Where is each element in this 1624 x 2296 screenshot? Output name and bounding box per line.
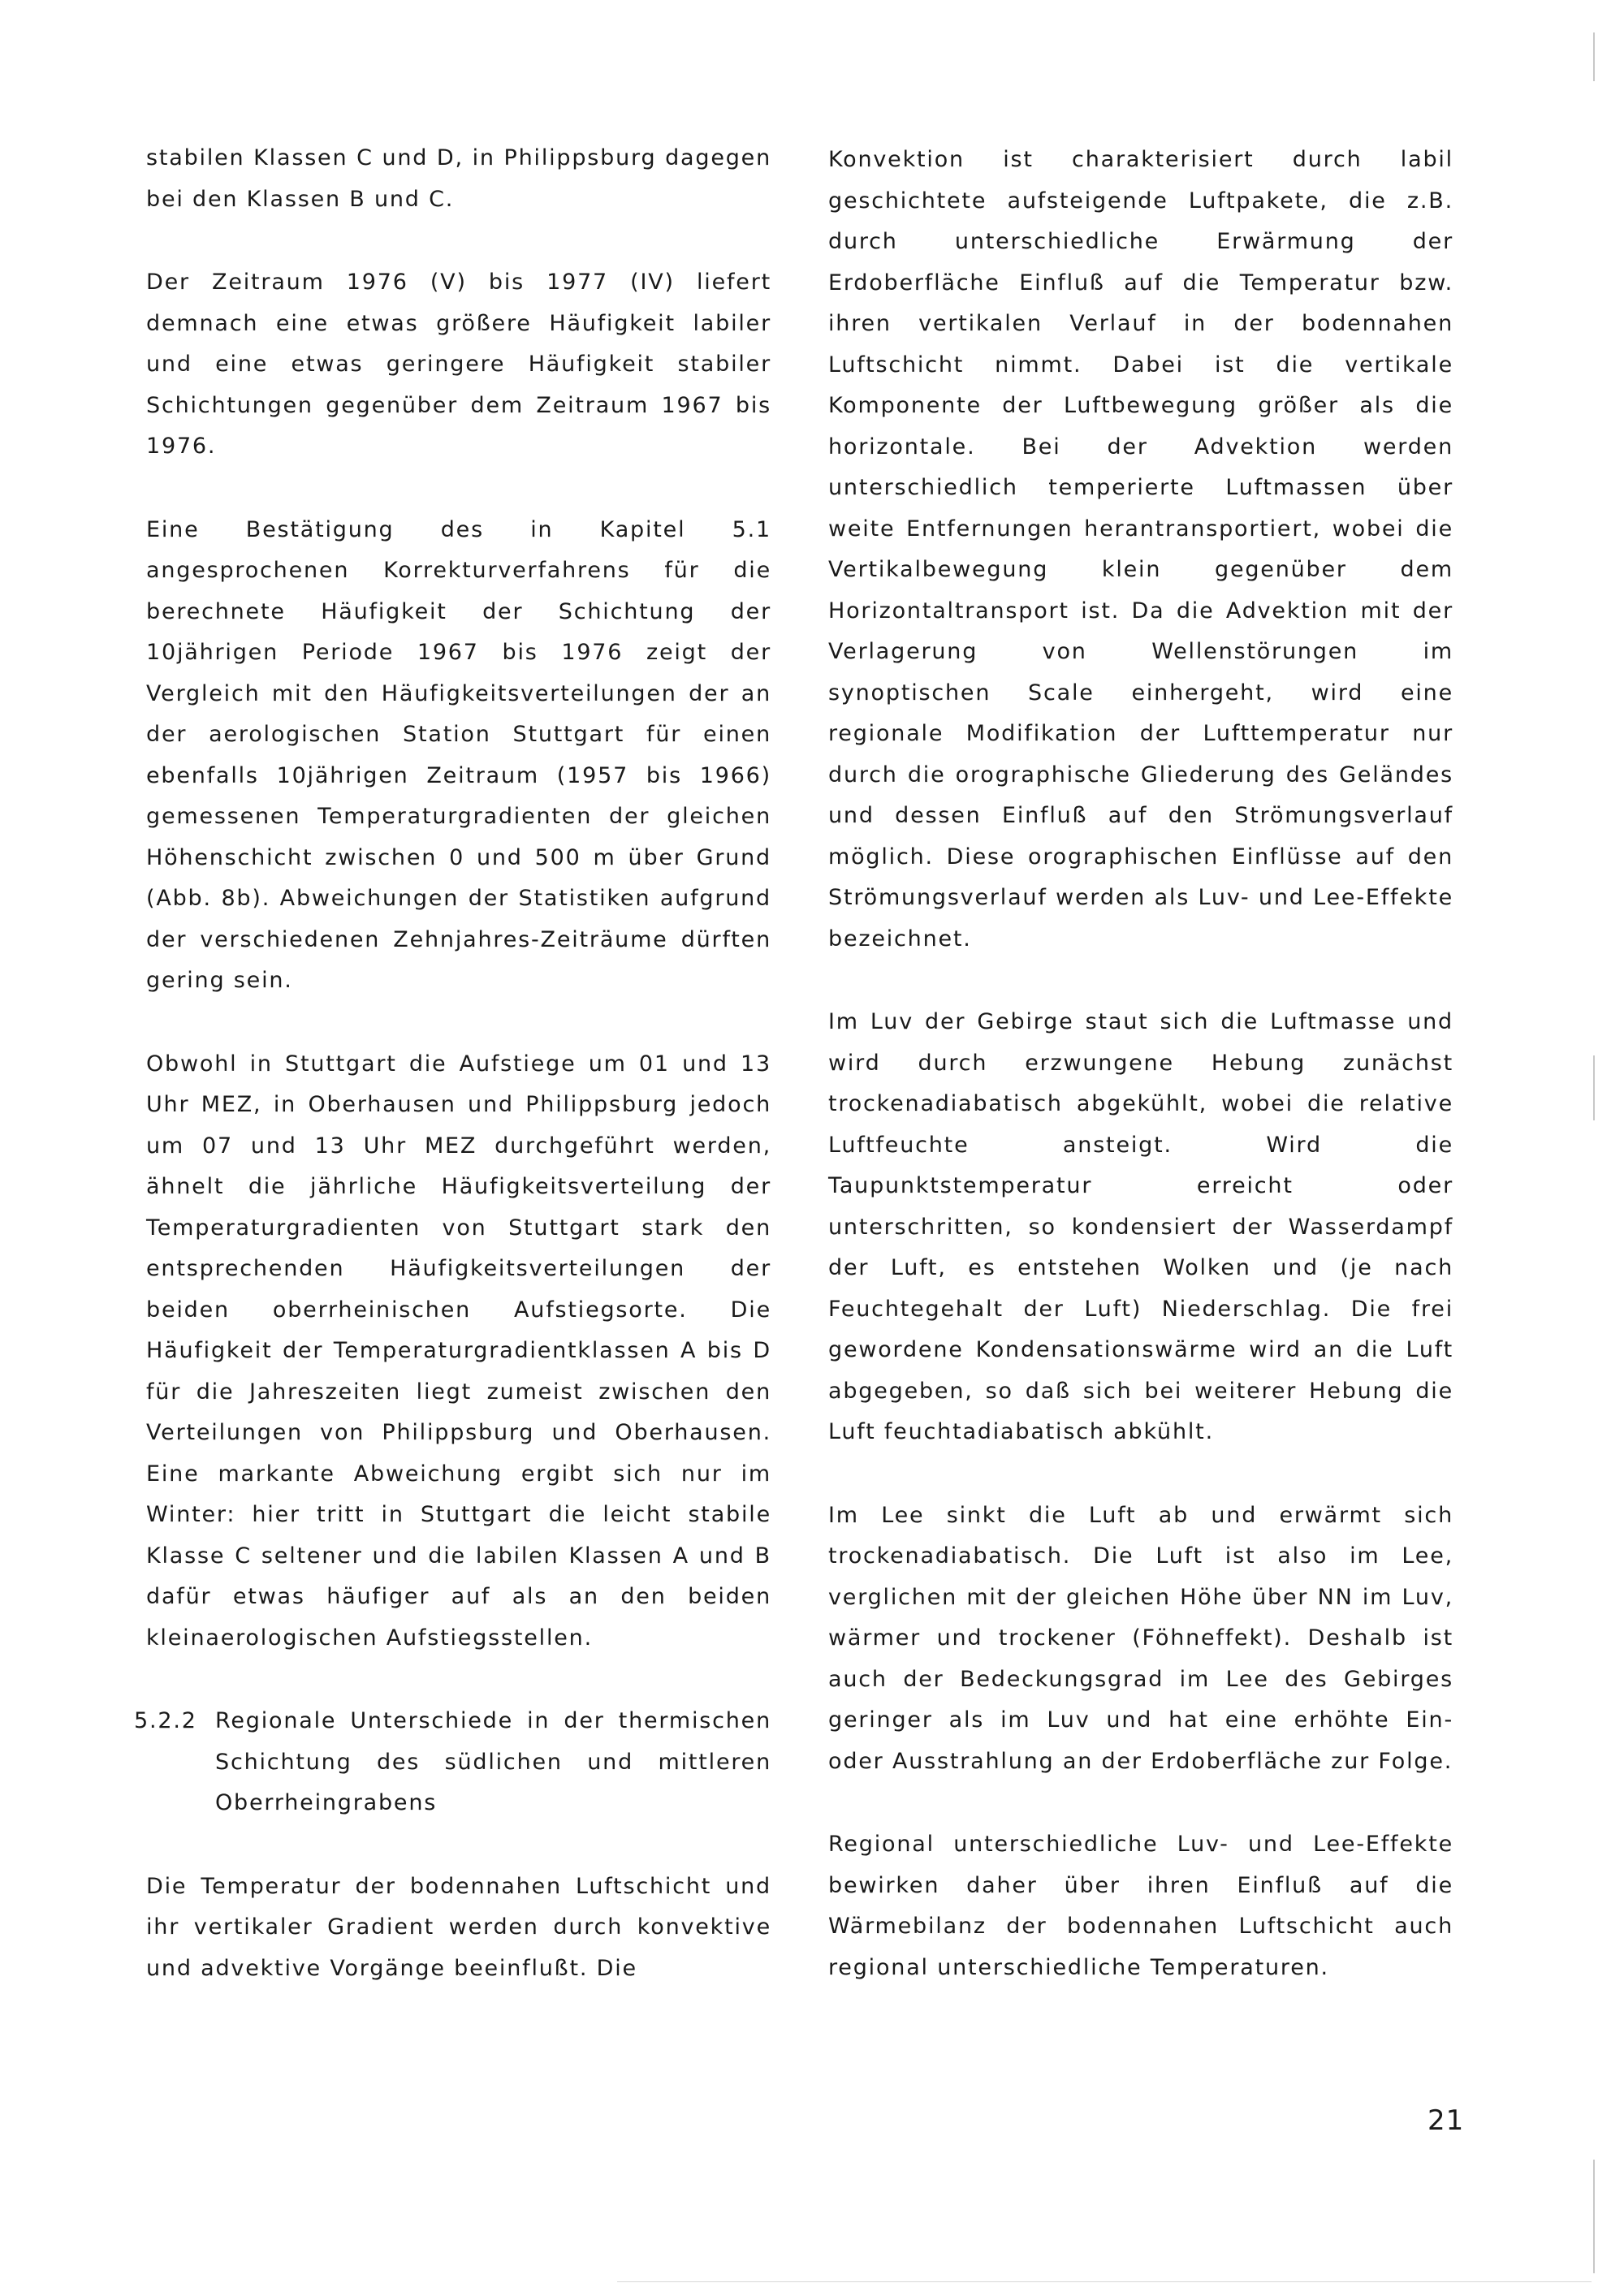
scan-edge-mark [1593,32,1595,81]
left-paragraph-2: Der Zeitraum 1976 (V) bis 1977 (IV) liefert demnach eine etwas größere Häufigkeit labiler und eine etwas geringere Häufigkeit stabiler Schichtungen gegenüber dem Zeitraum 1967 bis 1976. [146,270,771,459]
right-paragraph-1: Konvektion ist charakterisiert durch labil geschichtete aufsteigende Luftpakete, die z.B. durch unterschiedliche Erwärmung der Erdoberfläche Einfluß auf die Temperatur bzw. ihren vertikalen Verlauf in der bodennahen Luftschicht nimmt. Dabei ist die vertikale Komponente der Luftbewegung größer als die horizontale. Bei der Advektion werden unterschiedlich temperierte Luftmassen über weite Entfernungen herantransportiert, wobei die Vertikalbewegung klein gegenüber dem Horizontaltransport ist. Da die Advektion mit der Verlagerung von Wellenstörungen im synoptischen Scale einhergeht, wird eine regionale Modifikation der Lufttemperatur nur durch die orographische Gliederung des Geländes und dessen Einfluß auf den Strömungsverlauf möglich. Diese orographischen Einflüsse auf den Strömungsverlauf werden als Luv- und Lee-Effekte bezeichnet. [828,147,1453,952]
page-number: 21 [1427,2104,1465,2137]
scan-edge-mark [1593,2160,1595,2273]
right-column [828,140,1453,2031]
scan-bottom-edge [617,2281,1592,2282]
left-paragraph-3: Eine Bestätigung des in Kapitel 5.1 angesprochenen Korrekturverfahrens für die berechnete Häufigkeit der Schichtung der 10jährigen Periode 1967 bis 1976 zeigt der Vergleich mit den Häufigkeitsverteilungen der an der aerologischen Station Stuttgart für einen ebenfalls 10jährigen Zeitraum (1957 bis 1966) gemessenen Temperaturgradienten der gleichen Höhenschicht zwischen 0 und 500 m über Grund (Abb. 8b). Abweichungen der Statistiken aufgrund der verschiedenen Zehnjahres-Zeiträume dürften gering sein. [146,516,771,993]
left-paragraph-5: Die Temperatur der bodennahen Luftschicht und ihr vertikaler Gradient werden durch konvektive und advektive Vorgänge beeinflußt. Die [146,1873,771,1981]
left-paragraph-4: Obwohl in Stuttgart die Aufstiege um 01 und 13 Uhr MEZ, in Oberhausen und Philippsburg jedoch um 07 und 13 Uhr MEZ durchgeführt werden, ähnelt die jährliche Häufigkeitsverteilung der Temperaturgradienten von Stuttgart stark den entsprechenden Häufigkeitsverteilungen der beiden oberrheinischen Aufstiegsorte. Die Häufigkeit der Temperaturgradientklassen A bis D für die Jahreszeiten liegt zumeist zwischen den Verteilungen von Philippsburg und Oberhausen. Eine markante Abweichung ergibt sich nur im Winter: hier tritt in Stuttgart die leicht stabile Klasse C seltener und die labilen Klassen A und B dafür etwas häufiger auf als an den beiden kleinaerologischen Aufstiegsstellen. [146,1051,771,1651]
left-column [134,138,771,2031]
scan-edge-mark [1593,1055,1595,1120]
section-number: 5.2.2 [134,1708,197,1733]
left-paragraph-1: stabilen Klassen C und D, in Philippsburg dagegen bei den Klassen B und C. [146,145,771,212]
section-title: Regionale Unterschiede in der thermischen Schichtung des südlichen und mittleren Oberrheingrabens [215,1708,771,1815]
section-heading [134,1701,771,1824]
right-paragraph-2: Im Luv der Gebirge staut sich die Luftmasse und wird durch erzwungene Hebung zunächst trockenadiabatisch abgekühlt, wobei die relative Luftfeuchte ansteigt. Wird die Taupunktstemperatur erreicht oder unterschritten, so kondensiert der Wasserdampf der Luft, es entstehen Wolken und (je nach Feuchtegehalt der Luft) Niederschlag. Die frei gewordene Kondensationswärme wird an die Luft abgegeben, so daß sich bei weiterer Hebung die Luft feuchtadiabatisch abkühlt. [828,1009,1453,1444]
right-paragraph-4: Regional unterschiedliche Luv- und Lee-Effekte bewirken daher über ihren Einfluß auf die Wärmebilanz der bodennahen Luftschicht auch regional unterschiedliche Temperaturen. [828,1832,1453,1980]
right-paragraph-3: Im Lee sinkt die Luft ab und erwärmt sich trockenadiabatisch. Die Luft ist also im Lee, verglichen mit der gleichen Höhe über NN im Luv, wärmer und trockener (Föhneffekt). Deshalb ist auch der Bedeckungsgrad im Lee des Gebirges geringer als im Luv und hat eine erhöhte Ein- oder Ausstrahlung an der Erdoberfläche zur Folge. [828,1502,1453,1774]
